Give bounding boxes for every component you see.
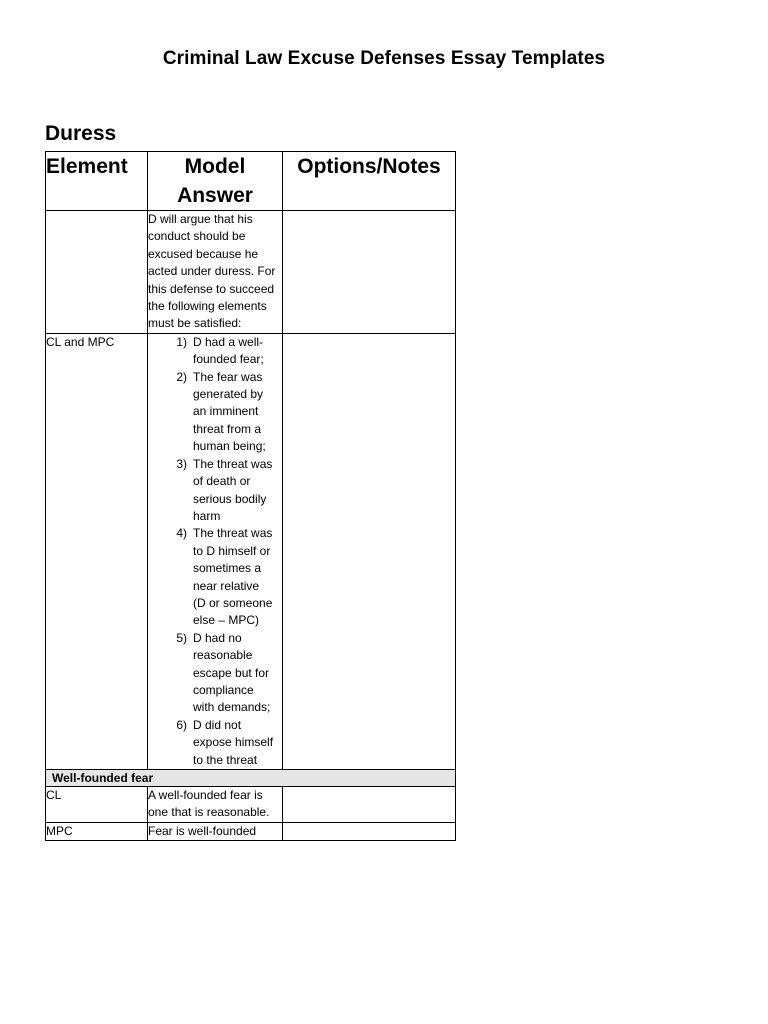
- cell-notes-cl: [283, 787, 456, 823]
- duress-table: [45, 151, 456, 841]
- table-subhead-well-founded-fear: [46, 770, 456, 787]
- cell-model-elements-list: [148, 333, 283, 769]
- list-item-number: 4): [176, 526, 187, 541]
- list-item: [148, 334, 282, 369]
- cell-model-mpc: Fear is well-founded: [148, 822, 283, 840]
- header-model-answer: Model Answer: [148, 152, 283, 211]
- list-item-number: 6): [176, 717, 187, 732]
- cell-notes-mpc: [283, 822, 456, 840]
- cell-element-cl: CL: [46, 787, 148, 823]
- cell-notes-intro: [283, 211, 456, 334]
- table-header-row: [46, 152, 456, 211]
- elements-list: [148, 334, 282, 769]
- list-item: [148, 525, 282, 629]
- list-item: [148, 630, 282, 717]
- list-item-text: D had a well-founded fear;: [193, 334, 264, 367]
- subhead-label: Well-founded fear: [46, 770, 456, 787]
- list-item-number: 2): [176, 369, 187, 384]
- section-heading-duress: Duress: [45, 122, 117, 145]
- header-element: Element: [46, 152, 148, 211]
- table-row-mpc: [46, 822, 456, 840]
- cell-notes-cl-and-mpc: [283, 333, 456, 769]
- cell-element-cl-and-mpc: CL and MPC: [46, 333, 148, 769]
- cell-element-intro: [46, 211, 148, 334]
- list-item: [148, 717, 282, 769]
- table-row-cl-and-mpc: [46, 333, 456, 769]
- document-title: Criminal Law Excuse Defenses Essay Templates: [162, 48, 606, 69]
- list-item-text: D did not expose himself to the threat: [193, 717, 274, 767]
- cell-element-mpc: MPC: [46, 822, 148, 840]
- list-item-text: D had no reasonable escape but for compliance with demands;: [193, 630, 271, 715]
- list-item-number: 1): [176, 334, 187, 349]
- list-item-text: The fear was generated by an imminent threat from a human being;: [193, 369, 266, 454]
- list-item-number: 5): [176, 630, 187, 645]
- cell-model-cl: A well-founded fear is one that is reasonable.: [148, 787, 283, 823]
- table-row-intro: [46, 211, 456, 334]
- table-row-cl: [46, 787, 456, 823]
- list-item: [148, 456, 282, 526]
- list-item-text: The threat was to D himself or sometimes a near relative (D or someone else – MPC): [193, 526, 273, 628]
- header-options-notes: Options/Notes: [283, 152, 456, 211]
- list-item: [148, 369, 282, 456]
- list-item-number: 3): [176, 456, 187, 471]
- cell-model-intro: D will argue that his conduct should be excused because he acted under duress. For this defense to succeed the following elements must be satisfied:: [148, 211, 283, 334]
- list-item-text: The threat was of death or serious bodily harm: [193, 456, 273, 523]
